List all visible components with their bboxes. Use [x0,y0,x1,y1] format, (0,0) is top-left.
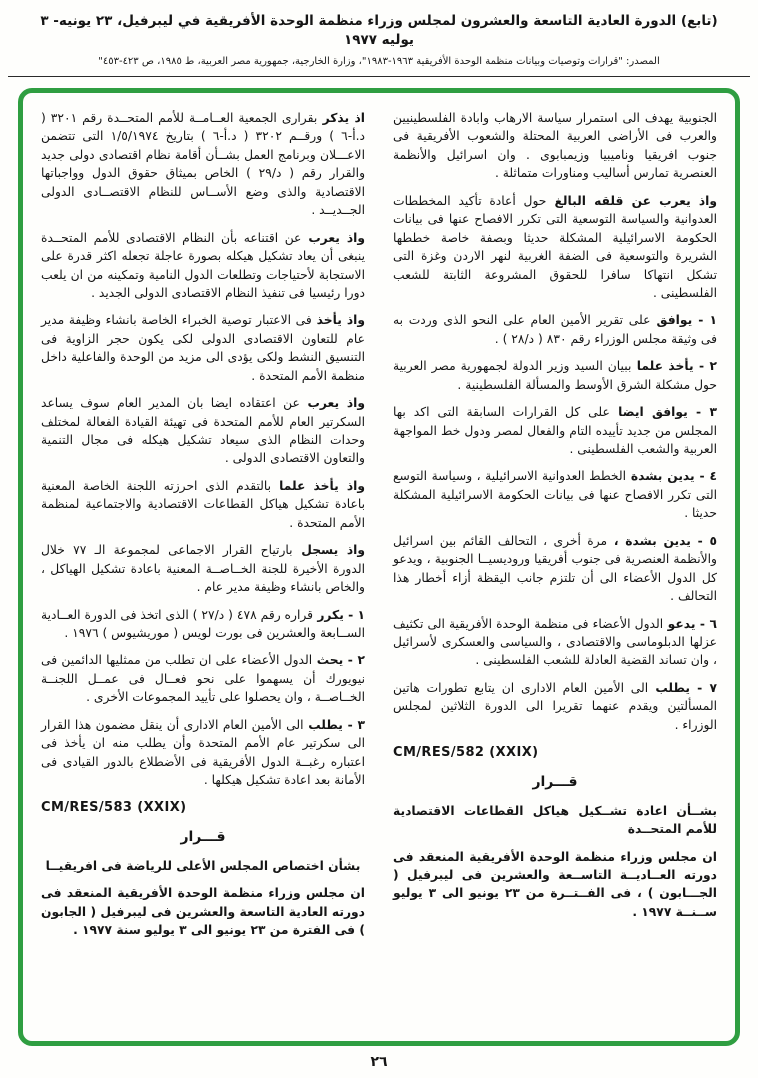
resolution-code: CM/RES/583 (XXIX) [41,800,187,816]
text-columns [41,109,717,1031]
column-right [393,109,717,1031]
paragraph: ٧ - يطلب الى الأمين العام الادارى ان يتابع تطورات هاتين المسألتين ويقدم عنهما تقريرا الى الدورة الثلاثين لمجلس الوزراء . [393,680,717,732]
resolution-heading: قـــرار [532,773,578,790]
paragraph: ٤ - يدين بشدة الخطط العدوانية الاسرائيلية ، وسياسة التوسع التى تكرر الافصاح عنها فى بيانات الحكومة الاسرائيلية المشكلة حديثا . [393,469,717,521]
source-line: المصدر: "قرارات وتوصيات وبيانات منظمة الوحدة الأفريقية ١٩٦٣-١٩٨٣"، وزارة الخارجية، جمهورية مصر العربية، ط ١٩٨٥، ص ٤٢٣-٤٥٣" [98,55,660,67]
paragraph: ٥ - يدين بشدة ، مرة أخرى ، التحالف القائم بين اسرائيل والأنظمة العنصرية فى جنوب أفريقيا وروديسيــا الجنوبية ، ويدعو كل الدول الأعضاء الى أن تلتزم جانب اليقظة أزاء أخطار هذا التحالف . [393,533,718,604]
document-title: (تابع) الدورة العادية التاسعة والعشرون لمجلس وزراء منظمة الوحدة الأفريقية في ليبرفيل، ٢٣ يونيه- ٣ يوليه ١٩٧٧ [40,13,718,48]
paragraph: ١ - يكرر قراره رقم ٤٧٨ ( د/٢٧ ) الذى اتخذ فى الدورة العــادية الســابعة والعشرين فى بورت لويس ( موريشيوس ) ١٩٧٦ . [41,607,366,640]
resolution-subject: بشأن اختصاص المجلس الأعلى للرياضة فى افريقيــا [45,858,361,873]
paragraph: ٢ - يحث الدول الأعضاء على ان تطلب من ممثليها الدائمين فى نيويورك أن يسهموا على نحو فعــال فى عمــل اللجنــة الخــاصــة ، وان يحصلوا على تأييد المجموعات الأخرى . [41,653,365,705]
resolution-subject: بشــأن اعادة تشــكيل هياكل القطاعات الاقتصادية للأمم المتحــدة [393,803,717,837]
paragraph: واذ يعرب عن اقتناعه بأن النظام الاقتصادى للأمم المتحــدة ينبغى أن يعاد تشكيل هيكله بصورة عاجلة تجعله اكثر قدرة على الاستجابة لأحتياجات وتطلعات الدول النامية وتمكينه من ان يلعب دورا رئيسيا فى تنفيذ النظام الاقتصادى الدولى الجديد . [41,230,365,300]
resolution-heading: قـــرار [180,828,226,845]
paragraph: واذ يعرب عن اعتقاده ايضا بان المدير العام سوف يساعد السكرتير العام للأمم المتحدة فى تهيئة القيادة الفعالة لمختلف وحدات النظام الذى سيعاد تشكيل هيكله فى مجال التنمية والتعاون الاقتصادى الدولى . [41,396,365,466]
paragraph: واذ يعرب عن قلقه البالغ حول أعادة تأكيد المخططات العدوانية والسياسة التوسعية التى تكرر الافصاح عنها فى بيانات الحكومة الاسرائيلية المشكلة حديثا وبصفة خاصة خططها الشريرة والتوسعية فى الضفة الغربية لنهر الاردن وغزة التى تشكل انتهاكا سافرا للحقوق المشروعة الثابتة للشعب الفلسطينى . [393,193,717,300]
page-number: ٢٦ [370,1054,388,1070]
paragraph: ان مجلس وزراء منظمة الوحدة الأفريقية المنعقد فى دورته العــاديــة التاســعة والعشرين فى ليبرفيل ( الجـــابون ) ، فى الفــتــرة من ٢٣ يونيو الى ٣ يوليو ســنــة ١٩٧٧ . [393,849,717,919]
paragraph: ان مجلس وزراء منظمة الوحدة الأفريقية المنعقد فى دورته العادية التاسعة والعشرين فى ليبرفيل ( الجابون ) فى الفترة من ٢٣ يونيو الى ٣ يوليو سنة ١٩٧٧ . [41,886,365,938]
paragraph: ١ - يوافق على تقرير الأمين العام على النحو الذى وردت به فى وثيقة مجلس الوزراء رقم ٨٣٠ ( د/٢٨ ) . [393,313,717,346]
green-frame [18,88,740,1046]
paragraph: اذ يذكر بقرارى الجمعية العــامــة للأمم المتحــدة رقم ٣٢٠١ ( د.أ-٦ ) ورقــم ٣٢٠٢ ( د.أ-٦ ) بتاريخ ١/٥/١٩٧٤ التى تتضمن الاعـــلان وبرنامج العمل بشــأن أقامة نظام اقتصادى دولى جديد والقرار رقم ( د/٢٩ ) الخاص بميثاق حقوق الدول وواجباتها الاقتصادية والذى وضع الأســاس للنظام الاقتصــادى الدولى الجــديــد . [41,111,366,218]
paragraph: الجنوبية يهدف الى استمرار سياسة الارهاب وابادة الفلسطينيين والعرب فى الأراضى العربية المحتلة والشعوب الأفريقية فى جنوب افريقيا وناميبيا وزيمبابوى . وان اسرائيل والأنظمة العنصرية تمارس أساليب ومناورات متماثلة . [393,111,717,181]
paragraph: واذ يأخذ فى الاعتبار توصية الخبراء الخاصة بانشاء وظيفة مدير عام للتعاون الاقتصادى الدولى لكى يكون حجر الزاوية فى التنسيق النشط ولكى يؤدى الى مزيد من الوحدة والفاعلية داخل منظمة الأمم المتحدة . [41,313,365,383]
column-left [41,109,365,1031]
paragraph: واذ يأخذ علما بالتقدم الذى احرزته اللجنة الخاصة المعنية باعادة تشكيل هياكل القطاعات الاقتصادية والاجتماعية لمنظمة الأمم المتحدة . [41,478,365,530]
paragraph: ٣ - يوافق ايضا على كل القرارات السابقة التى اكد بها المجلس من جديد تأييده التام والفعال لمصر ودول خط المواجهة العربية والشعب الفلسطينى . [393,405,717,456]
document-header [8,0,750,77]
paragraph: ٣ - يطلب الى الأمين العام الادارى أن ينقل مضمون هذا القرار الى سكرتير عام الأمم المتحدة وأن يطلب منه ان يأخذ فى اعتباره رغبــة الدول الأفريقية فى الأضطلاع بالدور القيادى فى الأمانة بعد اعادة تشكيل هيكلها . [41,717,365,787]
resolution-code: CM/RES/582 (XXIX) [393,745,539,761]
paragraph: ٦ - يدعو الدول الأعضاء فى منظمة الوحدة الأفريقية الى تكثيف عزلها الدبلوماسى والاقتصادى ، والسياسى والعسكرى لأسرائيل ، وان تساند القضية العادلة للشعب الفلسطينى . [393,616,718,668]
paragraph: ٢ - يأخذ علما ببيان السيد وزير الدولة لجمهورية مصر العربية حول مشكلة الشرق الأوسط والمسألة الفلسطينية . [393,359,717,392]
paragraph: واذ يسجل بارتياح القرار الاجماعى لمجموعة الـ ٧٧ خلال الدورة الأخيرة للجنة الخــاصــة المعنية باعادة تشكيل الهياكل ، والخاص بانشاء وظيفة مدير عام . [41,543,365,595]
